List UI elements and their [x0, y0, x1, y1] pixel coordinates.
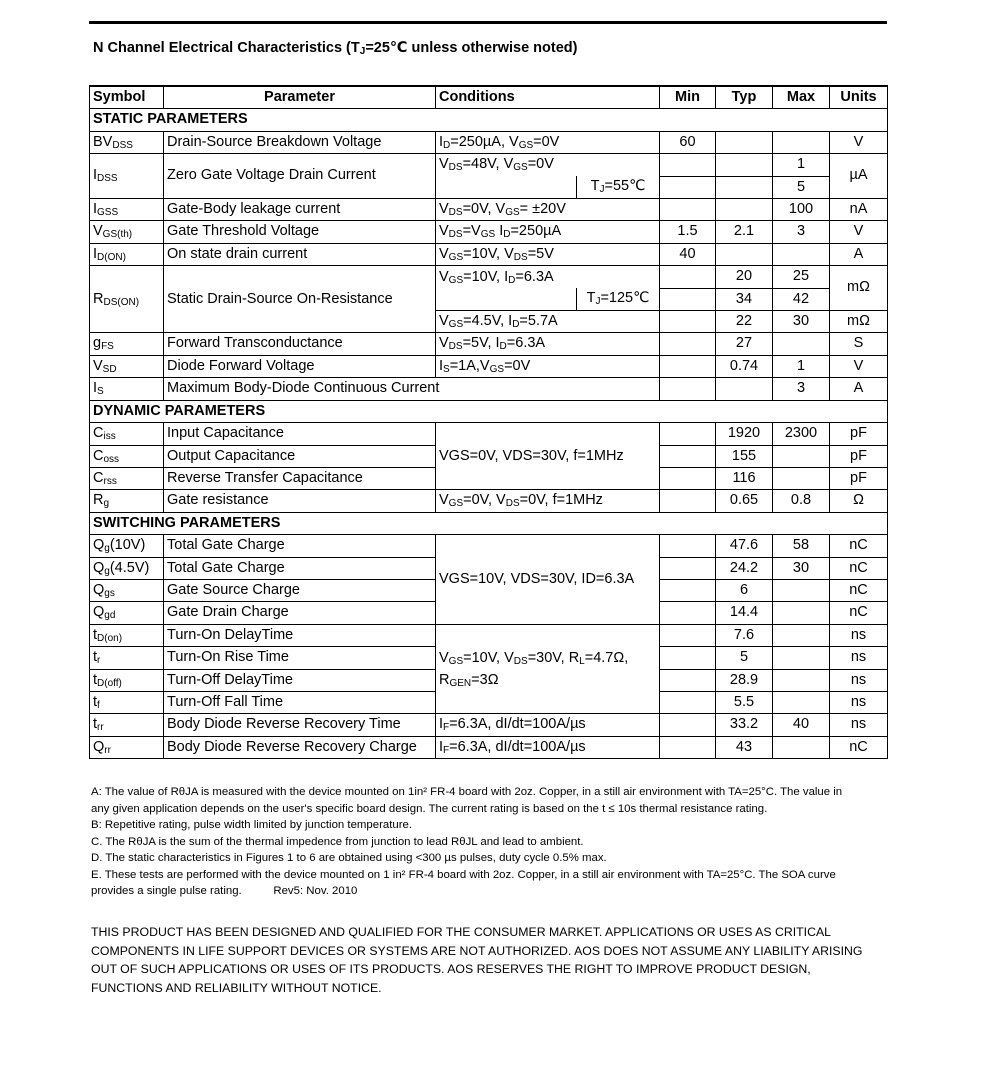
- table-row: $g_{FS}$ Forward Transconductance $V_{DS}=5V$, $I_D=6.3A$ 27 S: [90, 333, 888, 355]
- table-row: $I_{GSS}$ Gate-Body leakage current $V_{DS}=0V$, $V_{GS}= \pm 20V$ 100 nA: [90, 199, 888, 221]
- symbol: $t_{D(on)}$: [90, 624, 164, 646]
- symbol: $g_{FS}$: [90, 333, 164, 355]
- table-row: $t_{rr}$ Body Diode Reverse Recovery Time $I_F=6.3A$, dI/dt=100A/µs 33.2 40 ns: [90, 714, 888, 736]
- symbol: $t_{rr}$: [90, 714, 164, 736]
- symbol: $Q_{gs}$: [90, 579, 164, 601]
- symbol: $C_{rss}$: [90, 467, 164, 489]
- symbol: $t_r$: [90, 647, 164, 669]
- table-row: $R_g$ Gate resistance $V_{GS}=0V$, $V_{DS}=0V$, f=1MHz 0.65 0.8 Ω: [90, 490, 888, 512]
- revision: Rev5: Nov. 2010: [273, 885, 358, 897]
- col-min: Min: [660, 86, 716, 109]
- symbol: $t_{D(off)}$: [90, 669, 164, 691]
- table-row: $t_f$ Turn-Off Fall Time 5.5 ns: [90, 691, 888, 713]
- section-static: STATIC PARAMETERS: [90, 109, 888, 131]
- table-row: $t_{D(off)}$ Turn-Off DelayTime 28.9 ns: [90, 669, 888, 691]
- symbol: $Q_{rr}$: [90, 736, 164, 758]
- note-d: D. The static characteristics in Figures 1 to 6 are obtained using <300 µs pulses, duty cycle 0.5% max.: [91, 852, 607, 864]
- col-typ: Typ: [716, 86, 773, 109]
- symbol: $Q_g(10V)$: [90, 535, 164, 557]
- symbol: $Q_{gd}$: [90, 602, 164, 624]
- note-e: E. These tests are performed with the device mounted on 1 in² FR-4 board with 2oz. Copper, in a still air environment with TA=25°C. The SOA curve provides a single pulse rating. Rev5: Nov. 2010: [91, 868, 836, 897]
- symbol: $Q_g(4.5V)$: [90, 557, 164, 579]
- col-conditions: Conditions: [436, 86, 660, 109]
- table-row: $C_{rss}$ Reverse Transfer Capacitance 116 pF: [90, 467, 888, 489]
- symbol: $V_{SD}$: [90, 355, 164, 377]
- symbol: $R_g$: [90, 490, 164, 512]
- symbol: $I_{GSS}$: [90, 199, 164, 221]
- table-row: $BV_{DSS}$ Drain-Source Breakdown Voltage $I_D=250\mu A$, $V_{GS}=0V$ 60 V: [90, 131, 888, 153]
- table-row: $V_{SD}$ Diode Forward Voltage $I_S=1A,V_{GS}=0V$ 0.74 1 V: [90, 355, 888, 377]
- symbol: $V_{GS(th)}$: [90, 221, 164, 243]
- symbol: $I_S$: [90, 378, 164, 400]
- table-row: $Q_g(4.5V)$ Total Gate Charge 24.2 30 nC: [90, 557, 888, 579]
- footnotes: [91, 784, 861, 900]
- table-row: $Q_{rr}$ Body Diode Reverse Recovery Charge $I_F=6.3A$, dI/dt=100A/µs 43 nC: [90, 736, 888, 758]
- disclaimer: THIS PRODUCT HAS BEEN DESIGNED AND QUALIFIED FOR THE CONSUMER MARKET. APPLICATIONS OR USES AS CRITICAL COMPONENTS IN LIFE SUPPORT DEVICES OR SYSTEMS ARE NOT AUTHORIZED. AOS DOES NOT ASSUME ANY LIABILITY ARISING OUT OF SUCH APPLICATIONS OR USES OF ITS PRODUCTS. AOS RESERVES THE RIGHT TO IMPROVE PRODUCT DESIGN, FUNCTIONS AND RELIABILITY WITHOUT NOTICE.: [91, 925, 863, 995]
- top-rule: [89, 21, 887, 24]
- table-row: $T_J=125℃$ 34 42: [90, 288, 888, 310]
- symbol: $C_{oss}$: [90, 445, 164, 467]
- table-row: $Q_{gd}$ Gate Drain Charge 14.4 nC: [90, 602, 888, 624]
- symbol: $t_f$: [90, 691, 164, 713]
- table-row: $R_{DS(ON)}$ Static Drain-Source On-Resistance $V_{GS}=10V$, $I_D=6.3A$ 20 25 mΩ: [90, 266, 888, 288]
- symbol: $I_{DSS}$: [90, 154, 164, 199]
- table-row: $t_r$ Turn-On Rise Time 5 ns: [90, 647, 888, 669]
- table-row: $T_J=55℃$ 5: [90, 176, 888, 198]
- table-row: $V_{GS(th)}$ Gate Threshold Voltage $V_{DS}=V_{GS}$ $I_D=250\mu A$ 1.5 2.1 3 V: [90, 221, 888, 243]
- table-row: $t_{D(on)}$ Turn-On DelayTime $V_{GS}=10V$, $V_{DS}=30V$, $R_L=4.7\Omega$, $R_{GEN}=3\Omega$ 7.6 ns: [90, 624, 888, 646]
- symbol: $C_{iss}$: [90, 423, 164, 445]
- section-switching: SWITCHING PARAMETERS: [90, 512, 888, 534]
- characteristics-table: [89, 85, 888, 759]
- table-row: $C_{oss}$ Output Capacitance 155 pF: [90, 445, 888, 467]
- table-row: $Q_{gs}$ Gate Source Charge 6 nC: [90, 579, 888, 601]
- table-row: $I_{D(ON)}$ On state drain current $V_{GS}=10V$, $V_{DS}=5V$ 40 A: [90, 243, 888, 265]
- col-max: Max: [773, 86, 830, 109]
- table-row: $I_S$ Maximum Body-Diode Continuous Current 3 A: [90, 378, 888, 400]
- col-units: Units: [830, 86, 888, 109]
- table-row: $V_{GS}=4.5V$, $I_D=5.7A$ 22 30 mΩ: [90, 311, 888, 333]
- col-symbol: Symbol: [90, 86, 164, 109]
- section-dynamic: DYNAMIC PARAMETERS: [90, 400, 888, 422]
- col-parameter: Parameter: [164, 86, 436, 109]
- note-a: A: The value of RθJA is measured with the device mounted on 1in² FR-4 board with 2oz. Copper, in a still air environment with TA=25°C. The value in any given application depends on the user's specific board design. The current rating is based on the t ≤ 10s thermal resistance rating.: [91, 786, 843, 815]
- symbol: $BV_{DSS}$: [90, 131, 164, 153]
- table-row: $C_{iss}$ Input Capacitance VGS=0V, VDS=30V, f=1MHz 1920 2300 pF: [90, 423, 888, 445]
- note-b: B: Repetitive rating, pulse width limited by junction temperature.: [91, 819, 412, 831]
- table-row: $Q_g(10V)$ Total Gate Charge VGS=10V, VDS=30V, ID=6.3A 47.6 58 nC: [90, 535, 888, 557]
- symbol: $I_{D(ON)}$: [90, 243, 164, 265]
- note-c: C. The RθJA is the sum of the thermal impedence from junction to lead RθJL and lead to ambient.: [91, 835, 584, 848]
- page-title: N Channel Electrical Characteristics ($T_J=25℃$ unless otherwise noted): [93, 40, 578, 57]
- table-header: [90, 86, 888, 109]
- symbol: $R_{DS(ON)}$: [90, 266, 164, 333]
- table-row: $I_{DSS}$ Zero Gate Voltage Drain Current $V_{DS}=48V$, $V_{GS}=0V$ 1 µA: [90, 154, 888, 176]
